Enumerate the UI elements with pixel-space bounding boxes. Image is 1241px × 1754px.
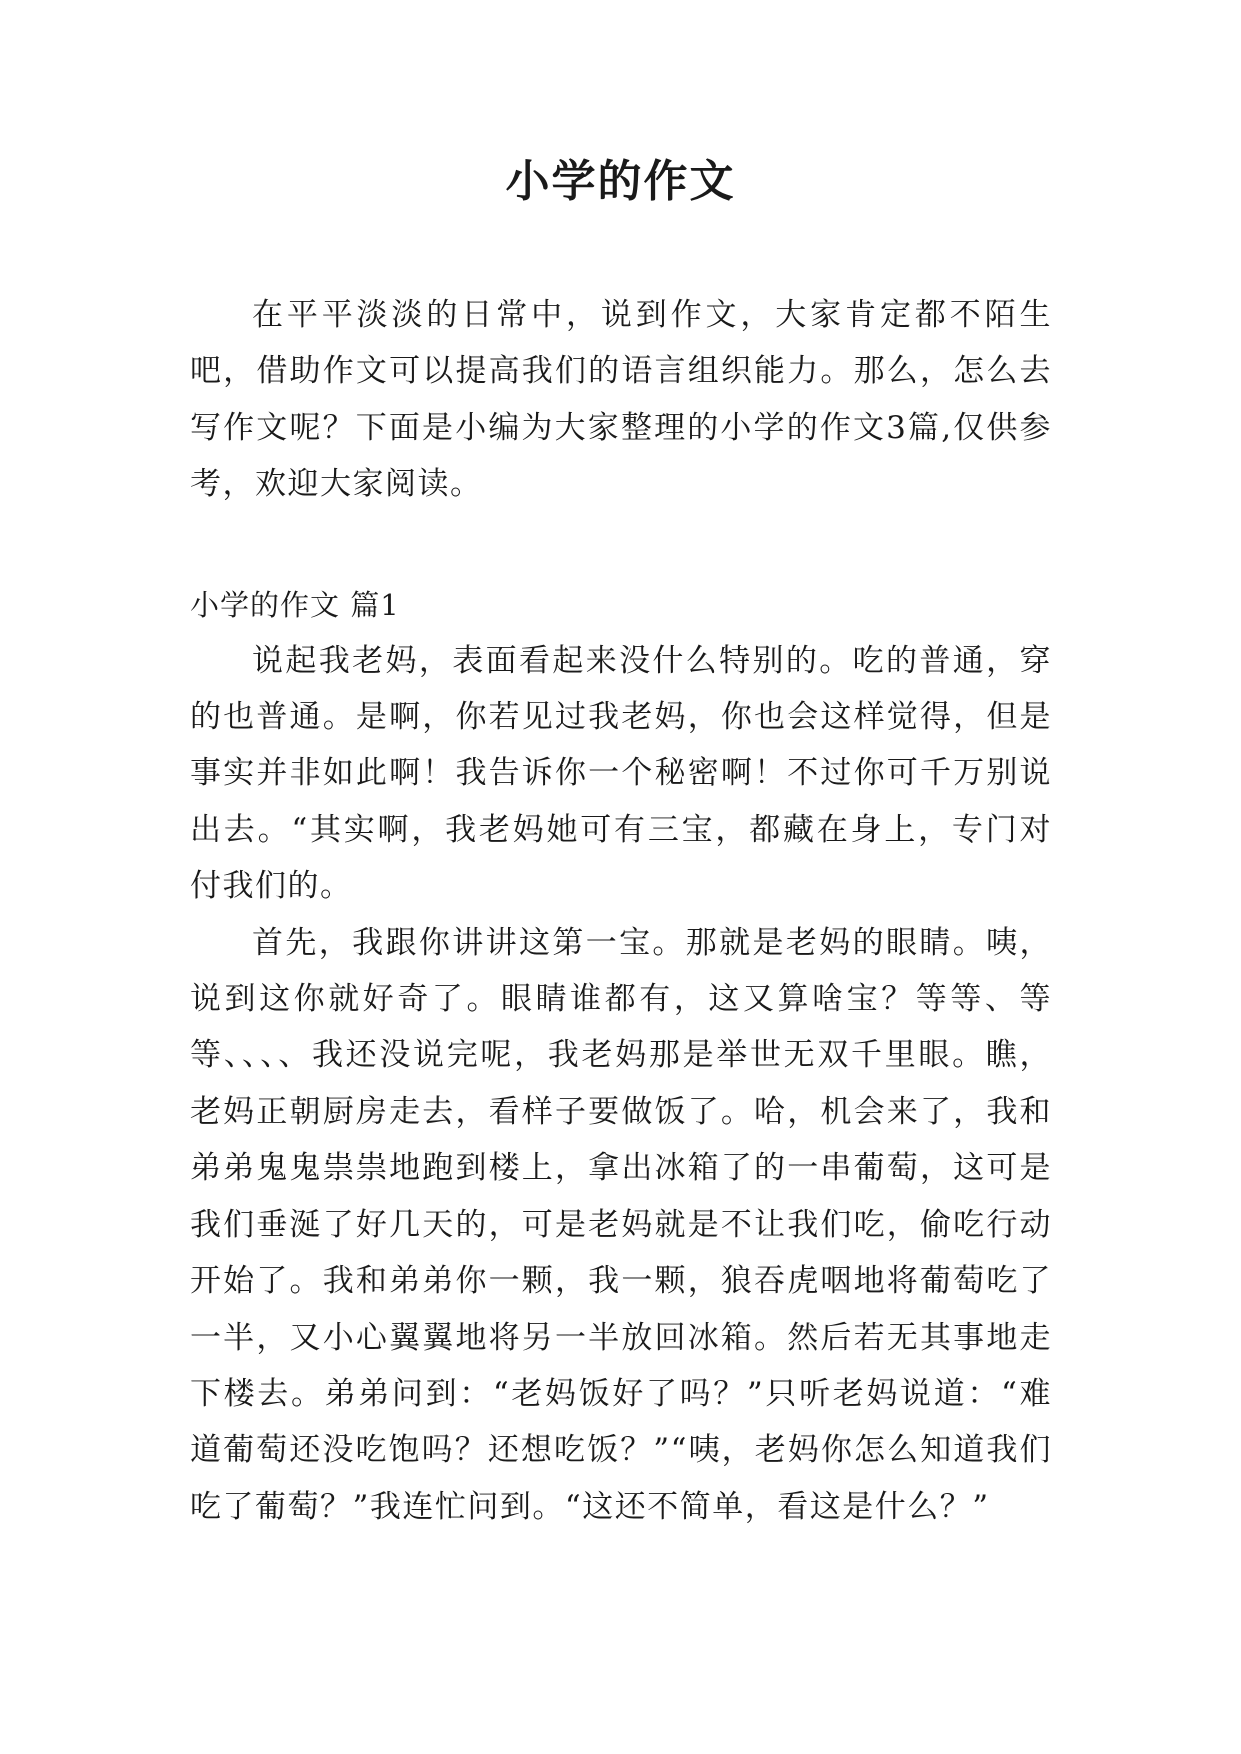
body-paragraph-2: 首先，我跟你讲讲这第一宝。那就是老妈的眼睛。咦，说到这你就好奇了。眼睛谁都有，这又算啥宝？等等、等等、、、、我还没说完呢，我老妈那是举世无双千里眼。瞧，老妈正朝厨房走去，看样子要做饭了。哈，机会来了，我和弟弟鬼鬼祟祟地跑到楼上，拿出冰箱了的一串葡萄，这可是我们垂涎了好几天的，可是老妈就是不让我们吃，偷吃行动开始了。我和弟弟你一颗，我一颗，狼吞虎咽地将葡萄吃了一半，又小心翼翼地将另一半放回冰箱。然后若无其事地走下楼去。弟弟问到：“老妈饭好了吗？”只听老妈说道：“难道葡萄还没吃饱吗？还想吃饭？”“咦，老妈你怎么知道我们吃了葡萄？”我连忙问到。“这还不简单，看这是什么？” bbox=[190, 924, 1052, 1525]
body-paragraph-1: 说起我老妈，表面看起来没什么特别的。吃的普通，穿的也普通。是啊，你若见过我老妈，你也会这样觉得，但是事实并非如此啊！我告诉你一个秘密啊！不过你可千万别说出去。“其实啊，我老妈她可有三宝，都藏在身上，专门对付我们的。 bbox=[190, 642, 1052, 905]
intro-paragraph: 在平平淡淡的日常中，说到作文，大家肯定都不陌生吧，借助作文可以提高我们的语言组织能力。那么，怎么去写作文呢？下面是小编为大家整理的小学的作文3篇,仅供参考，欢迎大家阅读。 bbox=[190, 297, 1052, 503]
section-heading: 小学的作文 篇1 bbox=[190, 587, 400, 622]
document-title: 小学的作文 bbox=[505, 156, 736, 207]
document-body bbox=[190, 287, 1052, 1535]
